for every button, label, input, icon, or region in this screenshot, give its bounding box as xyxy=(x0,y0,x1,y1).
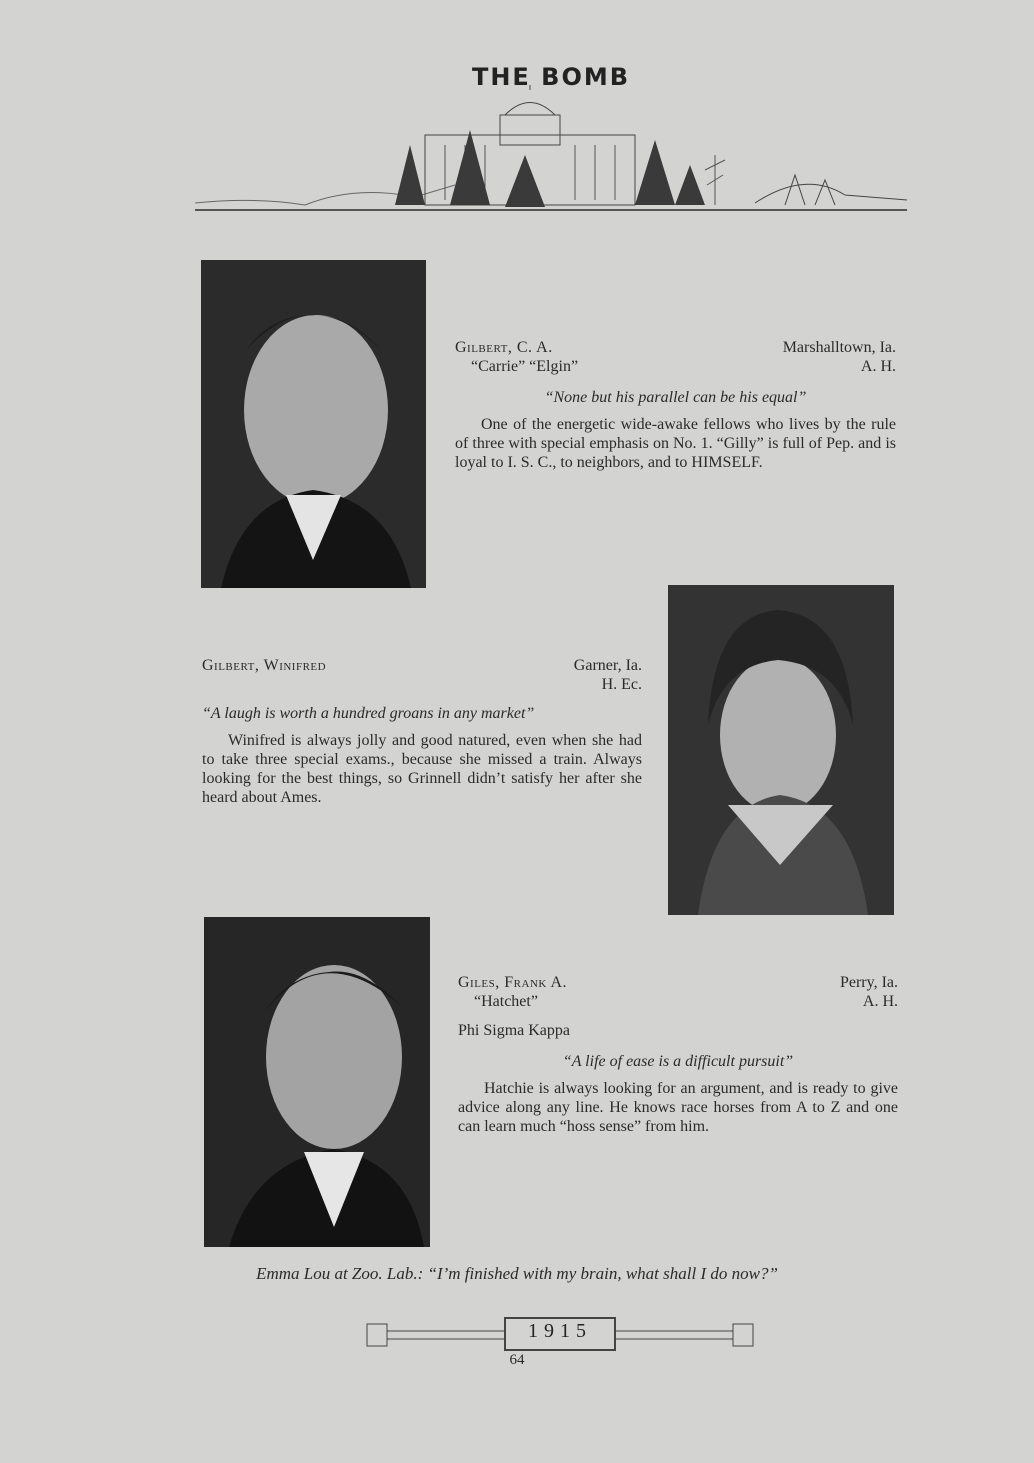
entry-course: A. H. xyxy=(860,358,896,375)
entry-gilbert-winifred xyxy=(202,656,642,807)
entry-name: Gilbert, C. A. xyxy=(455,339,553,356)
entry-nickname: “Carrie” “Elgin” xyxy=(471,358,579,375)
entry-description: Hatchie is always looking for an argument, and is ready to give advice along any line. He knows race horses from A to Z and one can learn much “hoss sense” from him. xyxy=(458,1080,898,1135)
entry-quote: “A life of ease is a difficult pursuit” xyxy=(562,1053,794,1070)
entry-hometown: Perry, Ia. xyxy=(839,974,898,991)
portrait-giles-frank xyxy=(204,917,430,1247)
entry-quote: “A laugh is worth a hundred groans in any market” xyxy=(202,705,535,722)
entry-name: Gilbert, Winifred xyxy=(202,657,327,674)
entry-giles-frank xyxy=(458,973,898,1136)
footer-banner xyxy=(365,1314,755,1354)
entry-hometown: Marshalltown, Ia. xyxy=(782,339,896,356)
page-caption: Emma Lou at Zoo. Lab.: “I’m finished with my brain, what shall I do now?” xyxy=(256,1264,778,1283)
entry-name: Giles, Frank A. xyxy=(458,974,568,991)
portrait-gilbert-ca xyxy=(201,260,426,588)
header-banner xyxy=(195,55,907,215)
entry-nickname: “Hatchet” xyxy=(474,993,538,1010)
campus-illustration xyxy=(195,85,907,215)
header-title: THE BOMB xyxy=(471,63,631,91)
entry-course: H. Ec. xyxy=(601,676,642,693)
entry-description: Winifred is always jolly and good natured, even when she had to take three special exams., because she missed a train. Always looking for the best things, so Grinnell didn’t satisfy her after she heard about Ames. xyxy=(202,732,642,806)
page-number: 64 xyxy=(509,1352,525,1368)
entry-course: A. H. xyxy=(862,993,898,1010)
entry-fraternity: Phi Sigma Kappa xyxy=(458,1022,570,1039)
entry-gilbert-ca xyxy=(455,338,896,472)
portrait-gilbert-winifred xyxy=(668,585,894,915)
footer-year: 1915 xyxy=(528,1320,592,1342)
entry-hometown: Garner, Ia. xyxy=(573,657,642,674)
entry-description: One of the energetic wide-awake fellows who lives by the rule of three with special emphasis on No. 1. “Gilly” is full of Pep. and is loyal to I. S. C., to neighbors, and to HIMSELF. xyxy=(455,416,896,471)
entry-quote: “None but his parallel can be his equal” xyxy=(544,389,807,406)
